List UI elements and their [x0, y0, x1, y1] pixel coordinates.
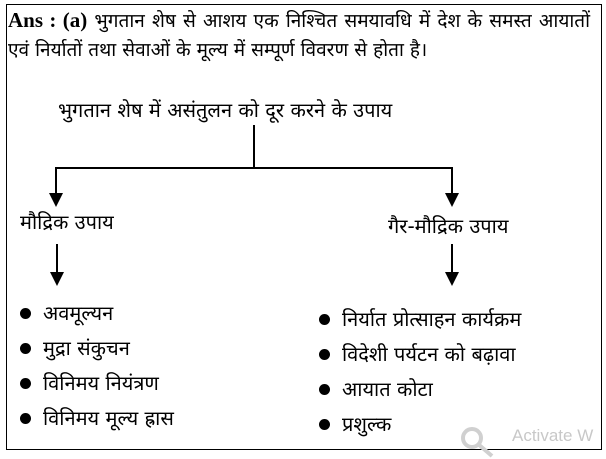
bullet-icon	[20, 308, 31, 319]
diagram-heading: भुगतान शेष में असंतुलन को दूर करने के उपाय	[58, 98, 393, 122]
list-item: मुद्रा संकुचन	[20, 331, 174, 366]
left-down-arrowhead	[50, 272, 64, 286]
bullet-icon	[319, 349, 330, 360]
list-item: विनिमय नियंत्रण	[20, 366, 174, 401]
left-drop-arrowhead	[49, 193, 63, 207]
list-item: विदेशी पर्यटन को बढ़ावा	[319, 337, 521, 372]
bullet-icon	[20, 378, 31, 389]
bullet-icon	[319, 419, 330, 430]
activation-watermark	[460, 424, 606, 459]
right-drop-arrowhead	[445, 193, 459, 207]
bullet-icon	[319, 384, 330, 395]
list-item: अवमूल्यन	[20, 296, 174, 331]
watermark-text: Activate W	[512, 426, 594, 445]
non-monetary-measures-title: गैर-मौद्रिक उपाय	[388, 214, 509, 238]
list-item: प्रशुल्क	[319, 407, 521, 442]
bullet-icon	[319, 314, 330, 325]
right-down-arrowhead	[445, 272, 459, 286]
monetary-measures-list	[20, 296, 174, 436]
answer-label: Ans : (a)	[8, 8, 88, 32]
bullet-icon	[20, 343, 31, 354]
answer-text: भुगतान शेष से आशय एक निश्चित समयावधि में देश के समस्त आयातों एवं निर्यातों तथा सेवाओं के मूल्य में सम्पूर्ण विवरण से होता है।	[8, 10, 591, 61]
list-item: आयात कोटा	[319, 372, 521, 407]
bullet-icon	[20, 413, 31, 424]
list-item: निर्यात प्रोत्साहन कार्यक्रम	[319, 302, 521, 337]
non-monetary-measures-list	[319, 302, 521, 442]
monetary-measures-title: मौद्रिक उपाय	[20, 210, 114, 234]
list-item: विनिमय मूल्य ह्रास	[20, 401, 174, 436]
key-icon	[460, 426, 496, 458]
